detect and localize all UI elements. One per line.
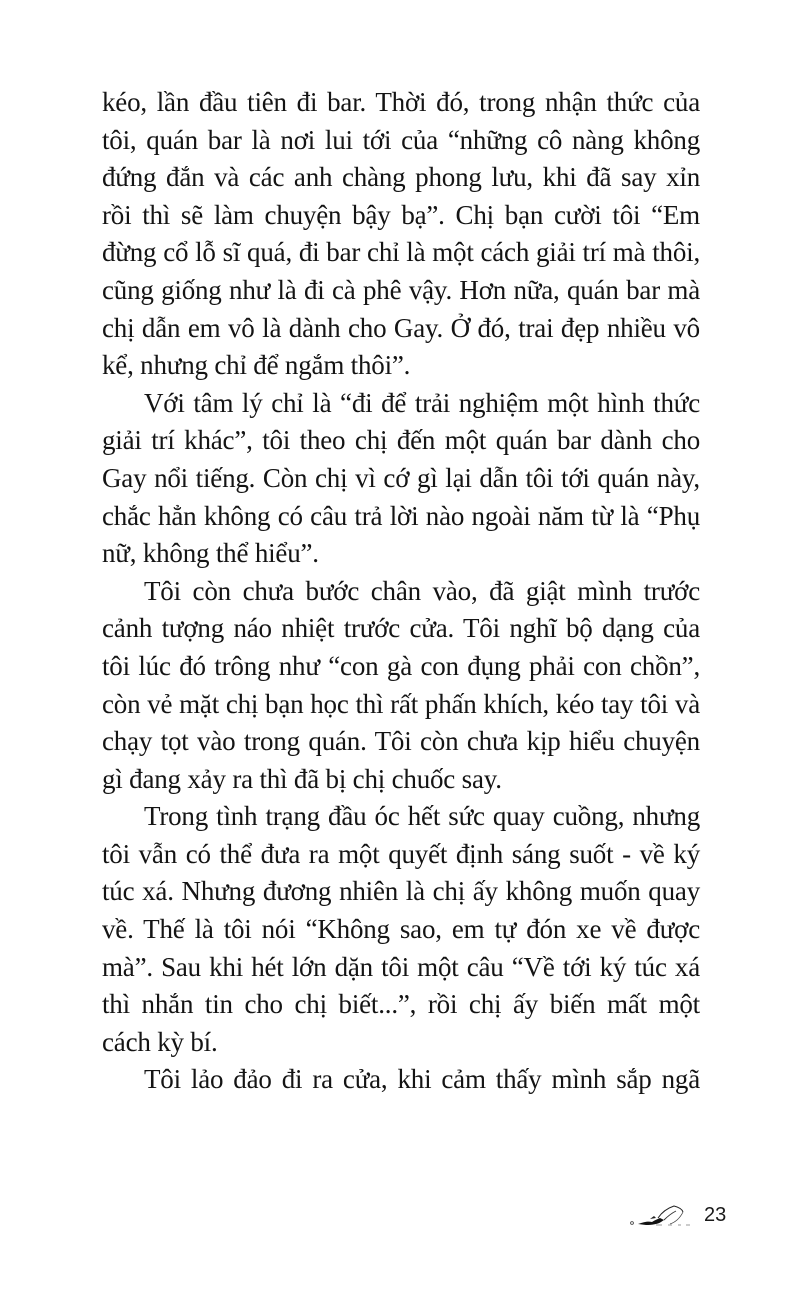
text-line: kể, nhưng chỉ để ngắm thôi”. [102,350,411,381]
text-line: Gay nổi tiếng. Còn chị vì cớ gì lại dẫn tôi tới quán này, [102,462,700,493]
text-line: về. Thế là tôi nói “Không sao, em tự đón xe về được [102,914,700,945]
text-line: chị dẫn em vô là dành cho Gay. Ở đó, trai đẹp nhiều vô [102,312,700,343]
text-line: đừng cổ lỗ sĩ quá, đi bar chỉ là một cách giải trí mà thôi, [102,237,700,268]
text-line: cũng giống như là đi cà phê vậy. Hơn nữa, quán bar mà [102,274,700,305]
text-line: tôi, quán bar là nơi lui tới của “những cô nàng không [102,124,700,155]
paragraph [102,84,700,385]
text-line: rồi thì sẽ làm chuyện bậy bạ”. Chị bạn cười tôi “Em [102,199,700,230]
text-line: đứng đắn và các anh chàng phong lưu, khi đã say xỉn [102,162,700,193]
text-line: còn vẻ mặt chị bạn học thì rất phấn khích, kéo tay tôi và [102,688,700,719]
text-line: chạy tọt vào trong quán. Tôi còn chưa kịp hiểu chuyện [102,726,700,757]
text-line: giải trí khác”, tôi theo chị đến một quán bar dành cho [102,425,700,456]
paragraph [102,798,700,1061]
text-line: mà”. Sau khi hét lớn dặn tôi một câu “Về tới ký túc xá [102,951,700,982]
text-line: kéo, lần đầu tiên đi bar. Thời đó, trong nhận thức của [102,87,700,117]
text-line: Tôi còn chưa bước chân vào, đã giật mình trước [144,575,700,606]
text-line: chắc hẳn không có câu trả lời nào ngoài năm từ là “Phụ [102,500,700,531]
paragraph [102,1061,700,1099]
text-line: tôi vẫn có thể đưa ra một quyết định sáng suốt - về ký [102,838,700,869]
body-text [102,84,700,1099]
page-number: 23 [704,1204,727,1226]
paragraph [102,385,700,573]
text-line: tôi lúc đó trông như “con gà con đụng phải con chồn”, [102,650,700,681]
text-line: cách kỳ bí. [102,1026,218,1057]
text-line: gì đang xảy ra thì đã bị chị chuốc say. [102,763,502,794]
page-footer [628,1198,726,1232]
text-line: Trong tình trạng đầu óc hết sức quay cuồng, nhưng [144,801,700,832]
text-line: Tôi lảo đảo đi ra cửa, khi cảm thấy mình sắp ngã [144,1064,700,1095]
paragraph [102,573,700,799]
text-line: Với tâm lý chỉ là “đi để trải nghiệm một hình thức [144,387,700,418]
text-line: túc xá. Nhưng đương nhiên là chị ấy không muốn quay [102,876,700,907]
decorative-flourish-icon [628,1200,700,1230]
text-line: thì nhắn tin cho chị biết...”, rồi chị ấy biến mất một [102,989,700,1020]
text-line: nữ, không thể hiểu”. [102,538,319,569]
text-line: cảnh tượng náo nhiệt trước cửa. Tôi nghĩ bộ dạng của [102,613,700,644]
